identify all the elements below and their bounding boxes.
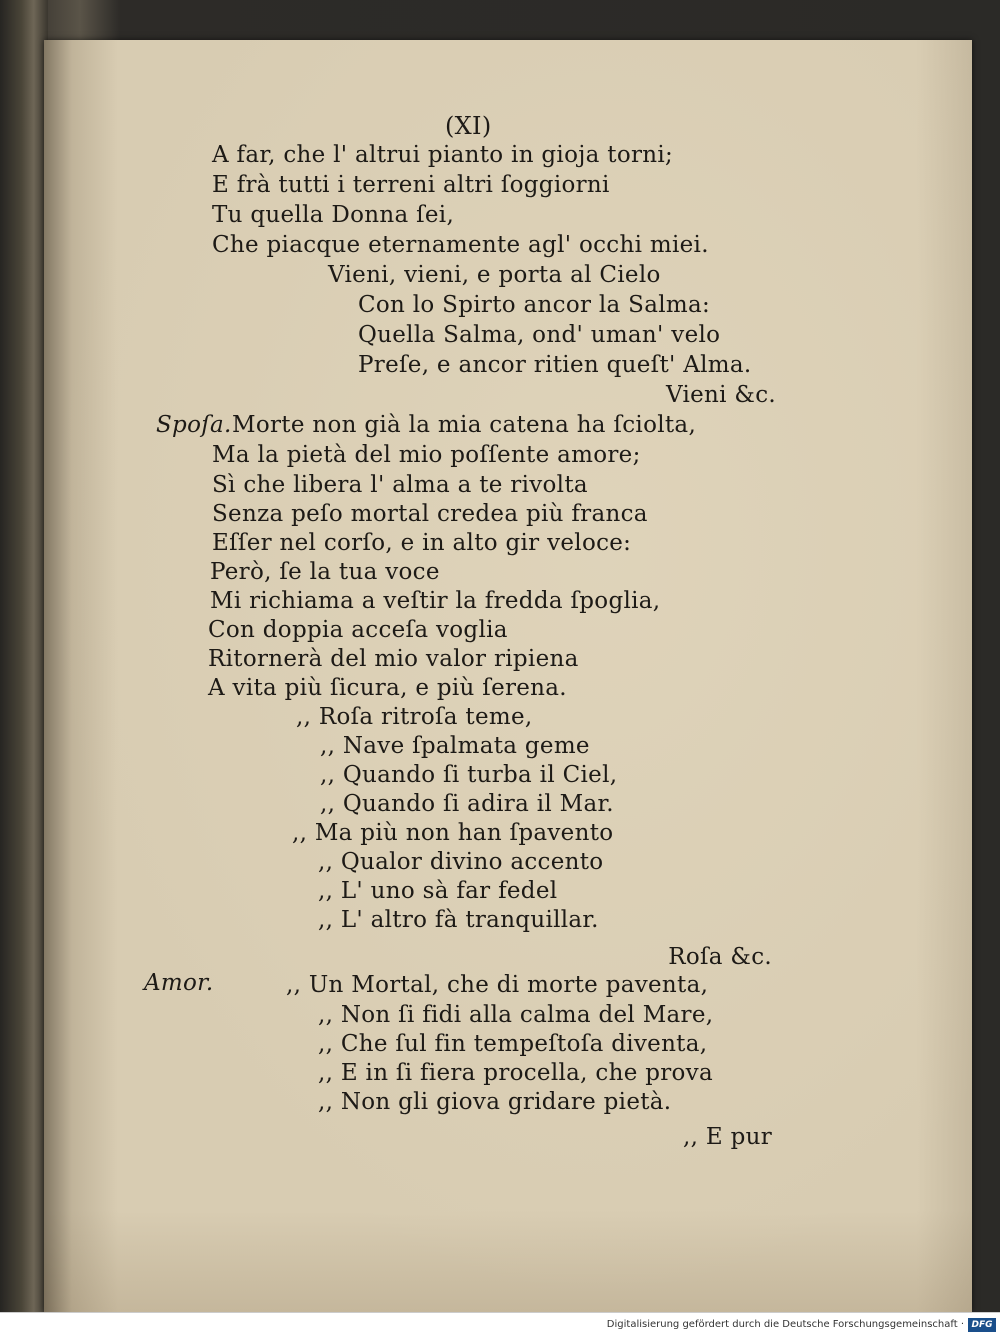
verse-line: Quella Salma, ond' uman' velo	[358, 322, 721, 348]
aria-line: ,, Non ſi fidi alla calma del Mare,	[318, 1002, 714, 1028]
verse-line: Vieni, vieni, e porta al Cielo	[328, 262, 661, 288]
verse-line: Con doppia acceſa voglia	[208, 617, 508, 643]
verse-line: Che piacque eternamente agl' occhi miei.	[212, 232, 709, 258]
aria-line: ,, L' altro fà tranquillar.	[318, 907, 599, 933]
aria-line: ,, Un Mortal, che di morte paventa,	[286, 972, 709, 998]
aria-line: ,, Quando ſi turba il Ciel,	[320, 762, 618, 788]
aria-line: ,, Nave ſpalmata geme	[320, 733, 590, 759]
page-number: (XI)	[445, 112, 492, 140]
verse-line: A far, che l' altrui pianto in gioja torni;	[212, 142, 674, 168]
aria-line: ,, Che ſul fin tempeſtoſa diventa,	[318, 1031, 708, 1057]
verse-line: Però, ſe la tua voce	[210, 559, 440, 585]
refrain-cue: Vieni &c.	[665, 382, 776, 408]
verse-line: Tu quella Donna ſei,	[212, 202, 455, 228]
catchword: ,, E pur	[683, 1124, 772, 1150]
verse-line: Ma la pietà del mio poſſente amore;	[212, 442, 641, 468]
verse-line: Con lo Spirto ancor la Salma:	[358, 292, 711, 318]
verse-line: Ritornerà del mio valor ripiena	[208, 646, 579, 672]
verse-line: E frà tutti i terreni altri ſoggiorni	[212, 172, 610, 198]
verse-line: Morte non già la mia catena ha ſciolta,	[232, 412, 697, 438]
verse-line: Eſſer nel corſo, e in alto gir veloce:	[212, 530, 632, 556]
facing-page-edge	[0, 0, 48, 1312]
book-page	[44, 40, 972, 1312]
verse-line: Sì che libera l' alma a te rivolta	[212, 472, 588, 498]
digitization-footer	[0, 1312, 1000, 1337]
speaker-label-amor: Amor.	[144, 970, 214, 996]
aria-line: ,, E in ſi fiera procella, che prova	[318, 1060, 713, 1086]
aria-line: ,, Roſa ritroſa teme,	[296, 704, 533, 730]
aria-line: ,, Qualor divino accento	[318, 849, 604, 875]
aria-line: ,, Ma più non han ſpavento	[292, 820, 614, 846]
dfg-logo: DFG	[968, 1318, 996, 1332]
refrain-cue: Roſa &c.	[668, 944, 772, 970]
speaker-label-sposa: Spoſa.	[156, 412, 232, 438]
aria-line: ,, Non gli giova gridare pietà.	[318, 1089, 672, 1115]
verse-line: Preſe, e ancor ritien queſt' Alma.	[358, 352, 752, 378]
aria-line: ,, L' uno sà far fedel	[318, 878, 558, 904]
verse-line: Mi richiama a veſtir la fredda ſpoglia,	[210, 588, 661, 614]
verse-line: Senza peſo mortal credea più franca	[212, 501, 648, 527]
verse-line: A vita più ſicura, e più ſerena.	[208, 675, 567, 701]
funding-notice: Digitalisierung gefördert durch die Deutsche Forschungsgemeinschaft ·	[606, 1319, 964, 1330]
aria-line: ,, Quando ſi adira il Mar.	[320, 791, 614, 817]
